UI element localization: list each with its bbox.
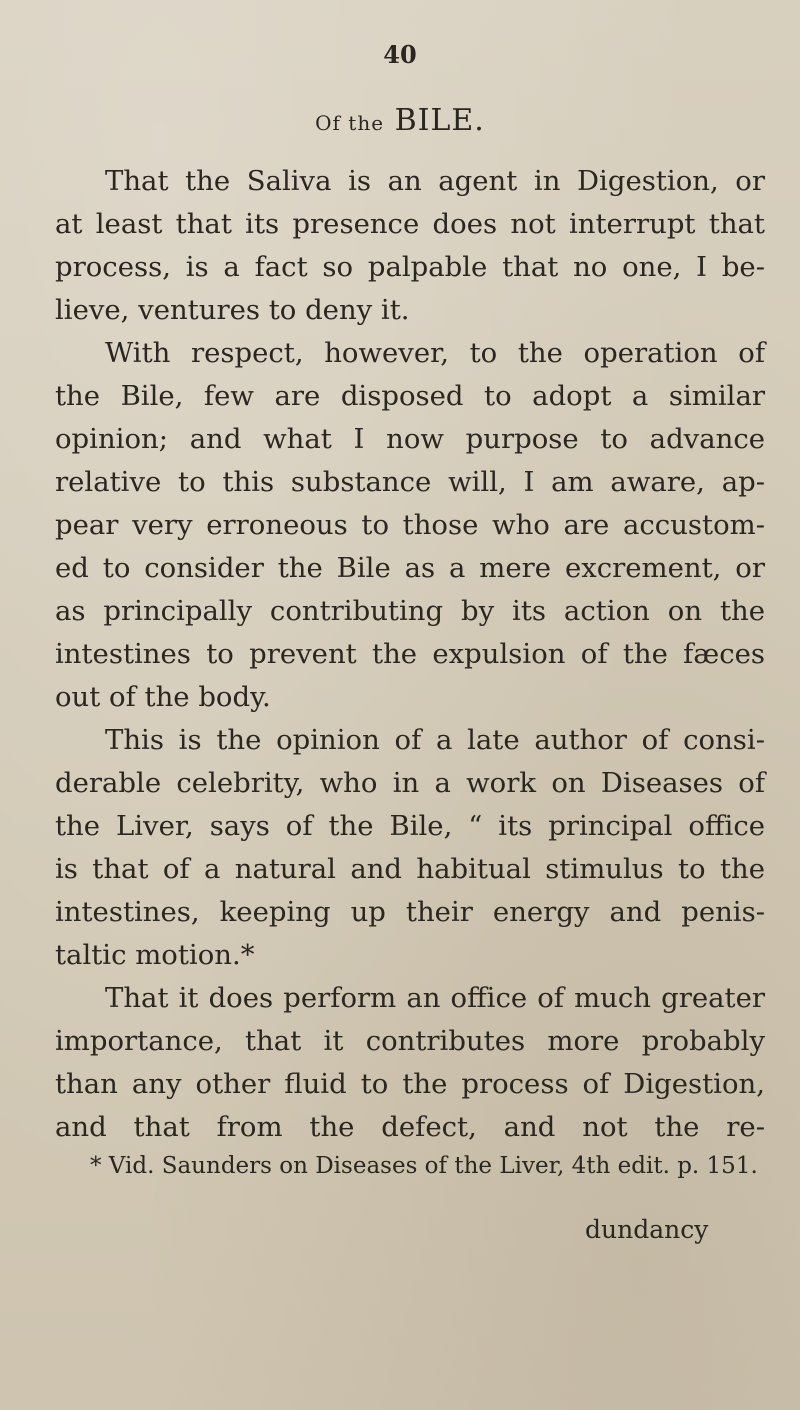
footnote: * Vid. Saunders on Diseases of the Liver, 4th edit. p. 151. [90,1153,758,1179]
text-line: With respect, however, to the operation of [105,337,765,369]
text-line: opinion; and what I now purpose to advance [55,423,765,455]
text-line: out of the body. [55,681,271,713]
text-line: importance, that it contributes more probably [55,1025,765,1057]
text-line: intestines to prevent the expulsion of the fæces [55,638,765,670]
section-heading-title: BILE. [394,103,485,138]
paragraph [55,977,765,1149]
text-line: the Liver, says of the Bile, “ its principal office [55,810,765,842]
text-line: ed to consider the Bile as a mere excrement, or [55,552,765,584]
text-line: than any other fluid to the process of Digestion, [55,1068,765,1100]
page-number: 40 [383,40,417,69]
text-line: at least that its presence does not interrupt that [55,208,765,240]
paragraph [55,719,765,977]
text-line: relative to this substance will, I am aware, ap- [55,466,765,498]
text-line: pear very erroneous to those who are accustom- [55,509,765,541]
section-heading [0,103,800,138]
text-line: process, is a fact so palpable that no one, I be- [55,251,765,283]
text-line: the Bile, few are disposed to adopt a similar [55,380,765,412]
text-line: That the Saliva is an agent in Digestion, or [105,165,765,197]
section-heading-prefix: Of the [315,111,385,135]
text-line: and that from the defect, and not the re- [55,1111,765,1143]
text-line: is that of a natural and habitual stimulus to the [55,853,765,885]
text-line: taltic motion.* [55,939,255,971]
paragraph [55,332,765,719]
body-text [55,160,765,1149]
text-line: derable celebrity, who in a work on Diseases of [55,767,765,799]
text-line: lieve, ventures to deny it. [55,294,410,326]
text-line: as principally contributing by its action on the [55,595,765,627]
text-line: That it does perform an office of much greater [105,982,765,1014]
catchword: dundancy [585,1215,709,1244]
text-line: intestines, keeping up their energy and penis- [55,896,765,928]
paragraph [55,160,765,332]
text-line: This is the opinion of a late author of consi- [105,724,765,756]
